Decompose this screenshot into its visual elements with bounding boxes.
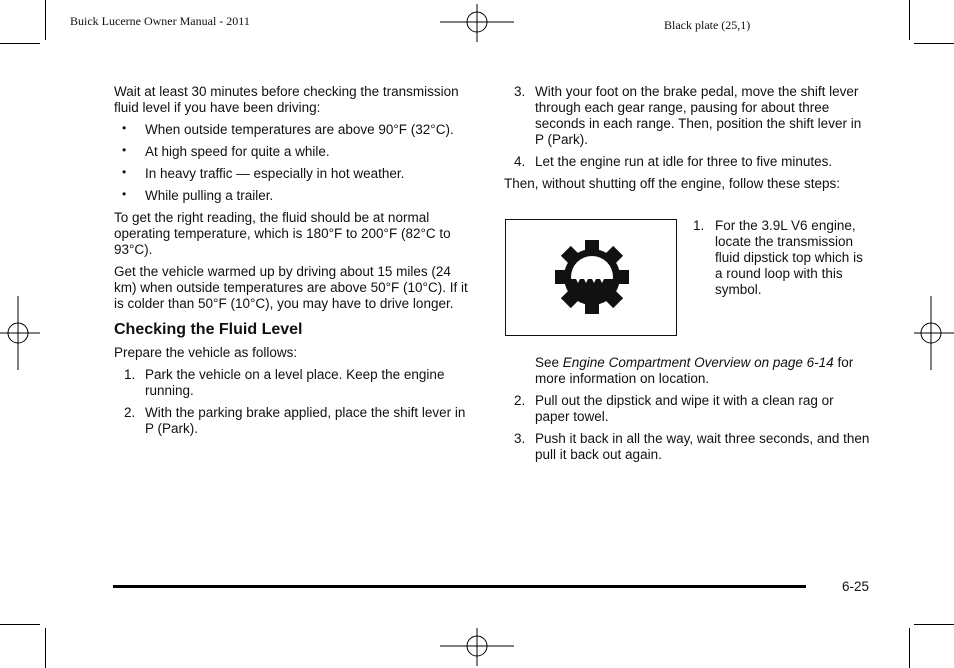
- list-item: • In heavy traffic — especially in hot weather.: [122, 165, 405, 181]
- intro-paragraph: Wait at least 30 minutes before checking the transmission fluid level if you have been driving:: [114, 84, 459, 115]
- right-column-lower: [504, 355, 870, 469]
- see-reference: See Engine Compartment Overview on page 6-14 for more information on location.: [535, 355, 854, 386]
- registration-mark-icon: [0, 296, 40, 370]
- footer-rule: [113, 585, 806, 588]
- page-number: 6-25: [842, 579, 870, 594]
- warmup-paragraph: Get the vehicle warmed up by driving about 15 miles (24 km) when outside temperatures are above 50°F (10°C). If it is colder than 50°F (10°C), you may have to drive longer.: [114, 264, 468, 311]
- registration-mark-icon: [440, 628, 514, 666]
- crop-mark: [914, 624, 954, 625]
- reading-paragraph: To get the right reading, the fluid should be at normal operating temperature, which is 180°F to 200°F (82°C to 93°C).: [114, 210, 451, 257]
- figure-box: [505, 219, 677, 336]
- list-item: • At high speed for quite a while.: [122, 143, 330, 159]
- crop-mark: [0, 624, 40, 625]
- step-item: 1. Park the vehicle on a level place. Keep the engine running.: [124, 367, 445, 398]
- step-item: 1. For the 3.9L V6 engine, locate the transmission fluid dipstick top which is a round loop with this symbol.: [693, 218, 863, 297]
- prepare-paragraph: Prepare the vehicle as follows:: [114, 345, 298, 360]
- crop-mark: [45, 628, 46, 668]
- list-item: • While pulling a trailer.: [122, 187, 274, 203]
- registration-mark-icon: [440, 4, 514, 42]
- section-heading: Checking the Fluid Level: [114, 321, 303, 338]
- step-item: 4. Let the engine run at idle for three to five minutes.: [514, 154, 833, 169]
- list-item: • When outside temperatures are above 90°F (32°C).: [122, 121, 454, 137]
- crop-mark: [909, 0, 910, 40]
- header-title: Buick Lucerne Owner Manual - 2011: [70, 14, 250, 28]
- plate-label: Black plate (25,1): [664, 18, 751, 32]
- left-column: [114, 84, 476, 443]
- step-item: 2. Pull out the dipstick and wipe it with a clean rag or paper towel.: [514, 393, 834, 424]
- crop-mark: [45, 0, 46, 40]
- crop-mark: [909, 628, 910, 668]
- step-item: 2. With the parking brake applied, place the shift lever in P (Park).: [124, 405, 466, 436]
- crop-mark: [0, 43, 40, 44]
- step-item: 3. Push it back in all the way, wait three seconds, and then pull it back out again.: [514, 431, 870, 462]
- figure-caption-step: [684, 218, 870, 304]
- registration-mark-icon: [914, 296, 954, 370]
- transmission-fluid-gear-icon: [506, 220, 676, 335]
- crop-mark: [914, 43, 954, 44]
- step-item: 3. With your foot on the brake pedal, move the shift lever through each gear range, pausing for about three seconds in each range. Then, position the shift lever in P (Park).: [514, 84, 862, 147]
- right-column: [504, 84, 866, 198]
- then-paragraph: Then, without shutting off the engine, follow these steps:: [504, 176, 840, 191]
